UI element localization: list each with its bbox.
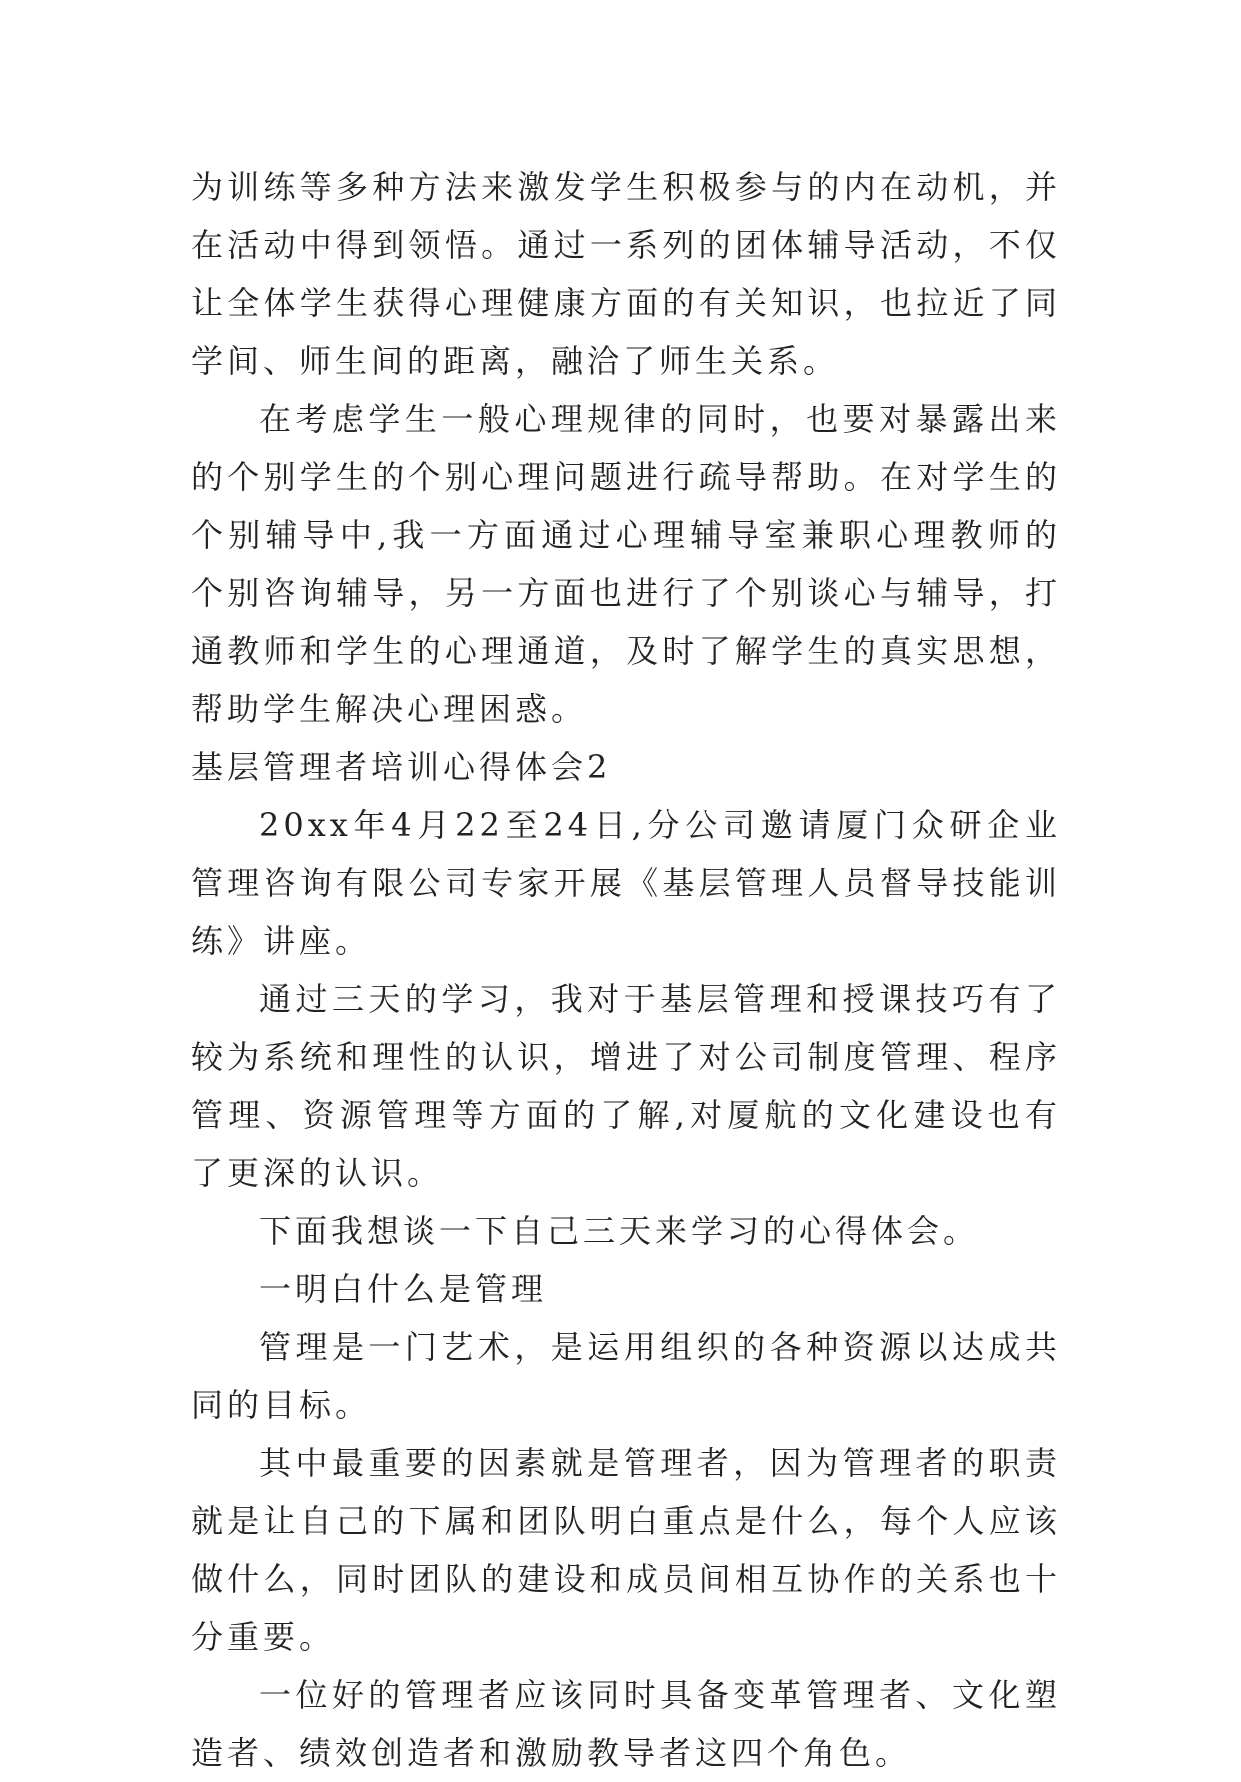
subheading-1: 一明白什么是管理 [259, 1270, 548, 1308]
paragraph-7: 其中最重要的因素就是管理者，因为管理者的职责就是让自己的下属和团队明白重点是什么，每个人应该做什么，同时团队的建设和成员间相互协作的关系也十分重要。 [191, 1444, 1061, 1656]
paragraph-1: 为训练等多种方法来激发学生积极参与的内在动机，并在活动中得到领悟。通过一系列的团体辅导活动，不仅让全体学生获得心理健康方面的有关知识，也拉近了同学间、师生间的距离，融洽了师生关系。 [191, 168, 1061, 380]
paragraph-8: 一位好的管理者应该同时具备变革管理者、文化塑造者、绩效创造者和激励教导者这四个角色。 [191, 1676, 1061, 1772]
paragraph-3: 20xx年4月22至24日,分公司邀请厦门众研企业管理咨询有限公司专家开展《基层管理人员督导技能训练》讲座。 [191, 806, 1061, 960]
paragraph-4: 通过三天的学习，我对于基层管理和授课技巧有了较为系统和理性的认识，增进了对公司制度管理、程序管理、资源管理等方面的了解,对厦航的文化建设也有了更深的认识。 [191, 980, 1061, 1192]
paragraph-2: 在考虑学生一般心理规律的同时，也要对暴露出来的个别学生的个别心理问题进行疏导帮助。在对学生的个别辅导中,我一方面通过心理辅导室兼职心理教师的个别咨询辅导，另一方面也进行了个别谈心与辅导，打通教师和学生的心理通道，及时了解学生的真实思想，帮助学生解决心理困惑。 [191, 400, 1061, 728]
section-title: 基层管理者培训心得体会2 [191, 748, 612, 786]
paragraph-5: 下面我想谈一下自己三天来学习的心得体会。 [259, 1212, 980, 1250]
document-body [191, 158, 1061, 1782]
paragraph-6: 管理是一门艺术，是运用组织的各种资源以达成共同的目标。 [191, 1328, 1061, 1424]
